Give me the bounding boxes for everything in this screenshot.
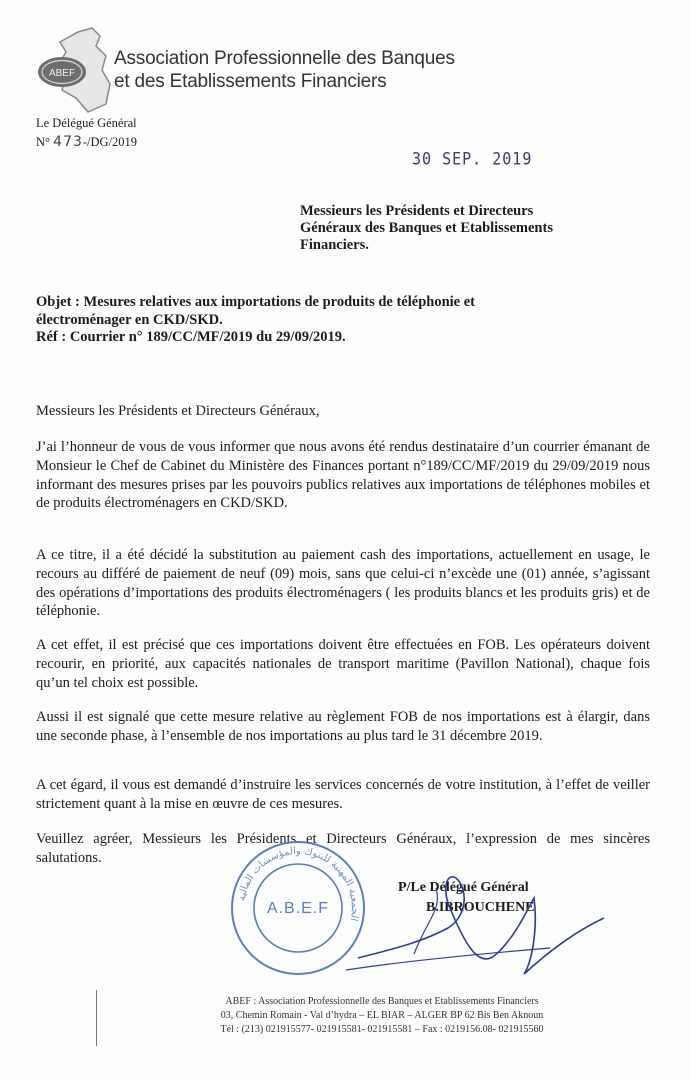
reference-line: Réf : Courrier n° 189/CC/MF/2019 du 29/09/2019. — [36, 329, 346, 345]
paragraph-4: Aussi il est signalé que cette mesure relative au règlement FOB de nos importations est à élargir, dans une seconde phase, à l’ensemble de nos importations au plus tard le 31 décembre 2019. — [36, 709, 650, 744]
ref-prefix: N° — [36, 135, 51, 149]
ref-suffix: -/DG/2019 — [82, 135, 138, 149]
org-name-line2: et des Etablissements Financiers — [114, 71, 387, 92]
sender-title: Le Délégué Général — [36, 116, 137, 130]
footer-line1: ABEF : Association Professionnelle des Banques et Etablissements Financiers — [225, 996, 539, 1007]
paragraph-3: A cet effet, il est précisé que ces importations doivent être effectuées en FOB. Les opérateurs doivent recourir, en priorité, aux capacités nationales de transport maritime (Pavillon National), chaque fois qu’un tel choix est possible. — [36, 637, 650, 691]
signer-title: P/Le Délégué Général — [398, 880, 529, 895]
footer-line3: Tél : (213) 021915577- 021915581- 021915581 – Fax : 0219156.08- 021915560 — [220, 1024, 544, 1035]
paragraph-5: A cet égard, il vous est demandé d’instruire les services concernés de votre institution, à l’effet de veiller strictement quant à la mise en œuvre de ces mesures. — [36, 777, 650, 812]
logo-text: ABEF — [48, 68, 76, 79]
paragraph-2: A ce titre, il a été décidé la substitution au paiement cash des importations, actuellement en usage, le recours au différé de paiement de neuf (09) mois, sans que celui-ci n’excède une (01) année, s’agissant des opérations d’importations des produits électroménagers ( les produits blancs et les produits gris) et de téléphonie. — [36, 547, 650, 620]
handwritten-signature — [318, 858, 618, 988]
reference-number — [36, 134, 137, 150]
objet-line: Objet : Mesures relatives aux importations de produits de téléphonie et — [36, 294, 476, 310]
closing-paragraph: Veuillez agréer, Messieurs les Présidents et Directeurs Généraux, l’expression de mes sincères salutations. — [36, 831, 650, 866]
footer-line2: 03, Chemin Romain - Val d’hydra – EL BIAR – ALGER BP 62 Bis Ben Aknoun — [220, 1010, 544, 1021]
recipient-line: Généraux des Banques et Etablissements — [300, 220, 553, 236]
signer-name: B.IBROUCHENE — [426, 900, 535, 915]
ref-handwritten-number: 473 — [53, 134, 83, 150]
seal-center-text: A.B.E.F — [266, 900, 330, 917]
paragraph-1: J’ai l’honneur de vous de vous informer que nous avons été rendus destinataire d’un courrier émanant de Monsieur le Chef de Cabinet du Ministère des Finances portant n°189/CC/MF/2019 du 29/09/2019 nous informant des mesures prises par les pouvoirs publics relatives aux importations de téléphones mobiles et de produits électroménagers en CKD/SKD. — [36, 439, 650, 512]
salutation: Messieurs les Présidents et Directeurs Généraux, — [36, 403, 320, 419]
subject-block — [36, 294, 636, 347]
org-name-line1: Association Professionnelle des Banques — [114, 48, 455, 69]
date-stamp: 30 SEP. 2019 — [412, 148, 533, 170]
abef-logo — [36, 26, 126, 118]
footer-divider — [96, 990, 97, 1046]
recipient-line: Messieurs les Présidents et Directeurs — [300, 203, 534, 219]
recipient-block — [300, 203, 630, 254]
seal-ring-text: الجمعية المهنية للبنوك والمؤسسات المالية — [236, 845, 361, 922]
objet-line: électroménager en CKD/SKD. — [36, 311, 223, 328]
recipient-line: Financiers. — [300, 237, 369, 253]
